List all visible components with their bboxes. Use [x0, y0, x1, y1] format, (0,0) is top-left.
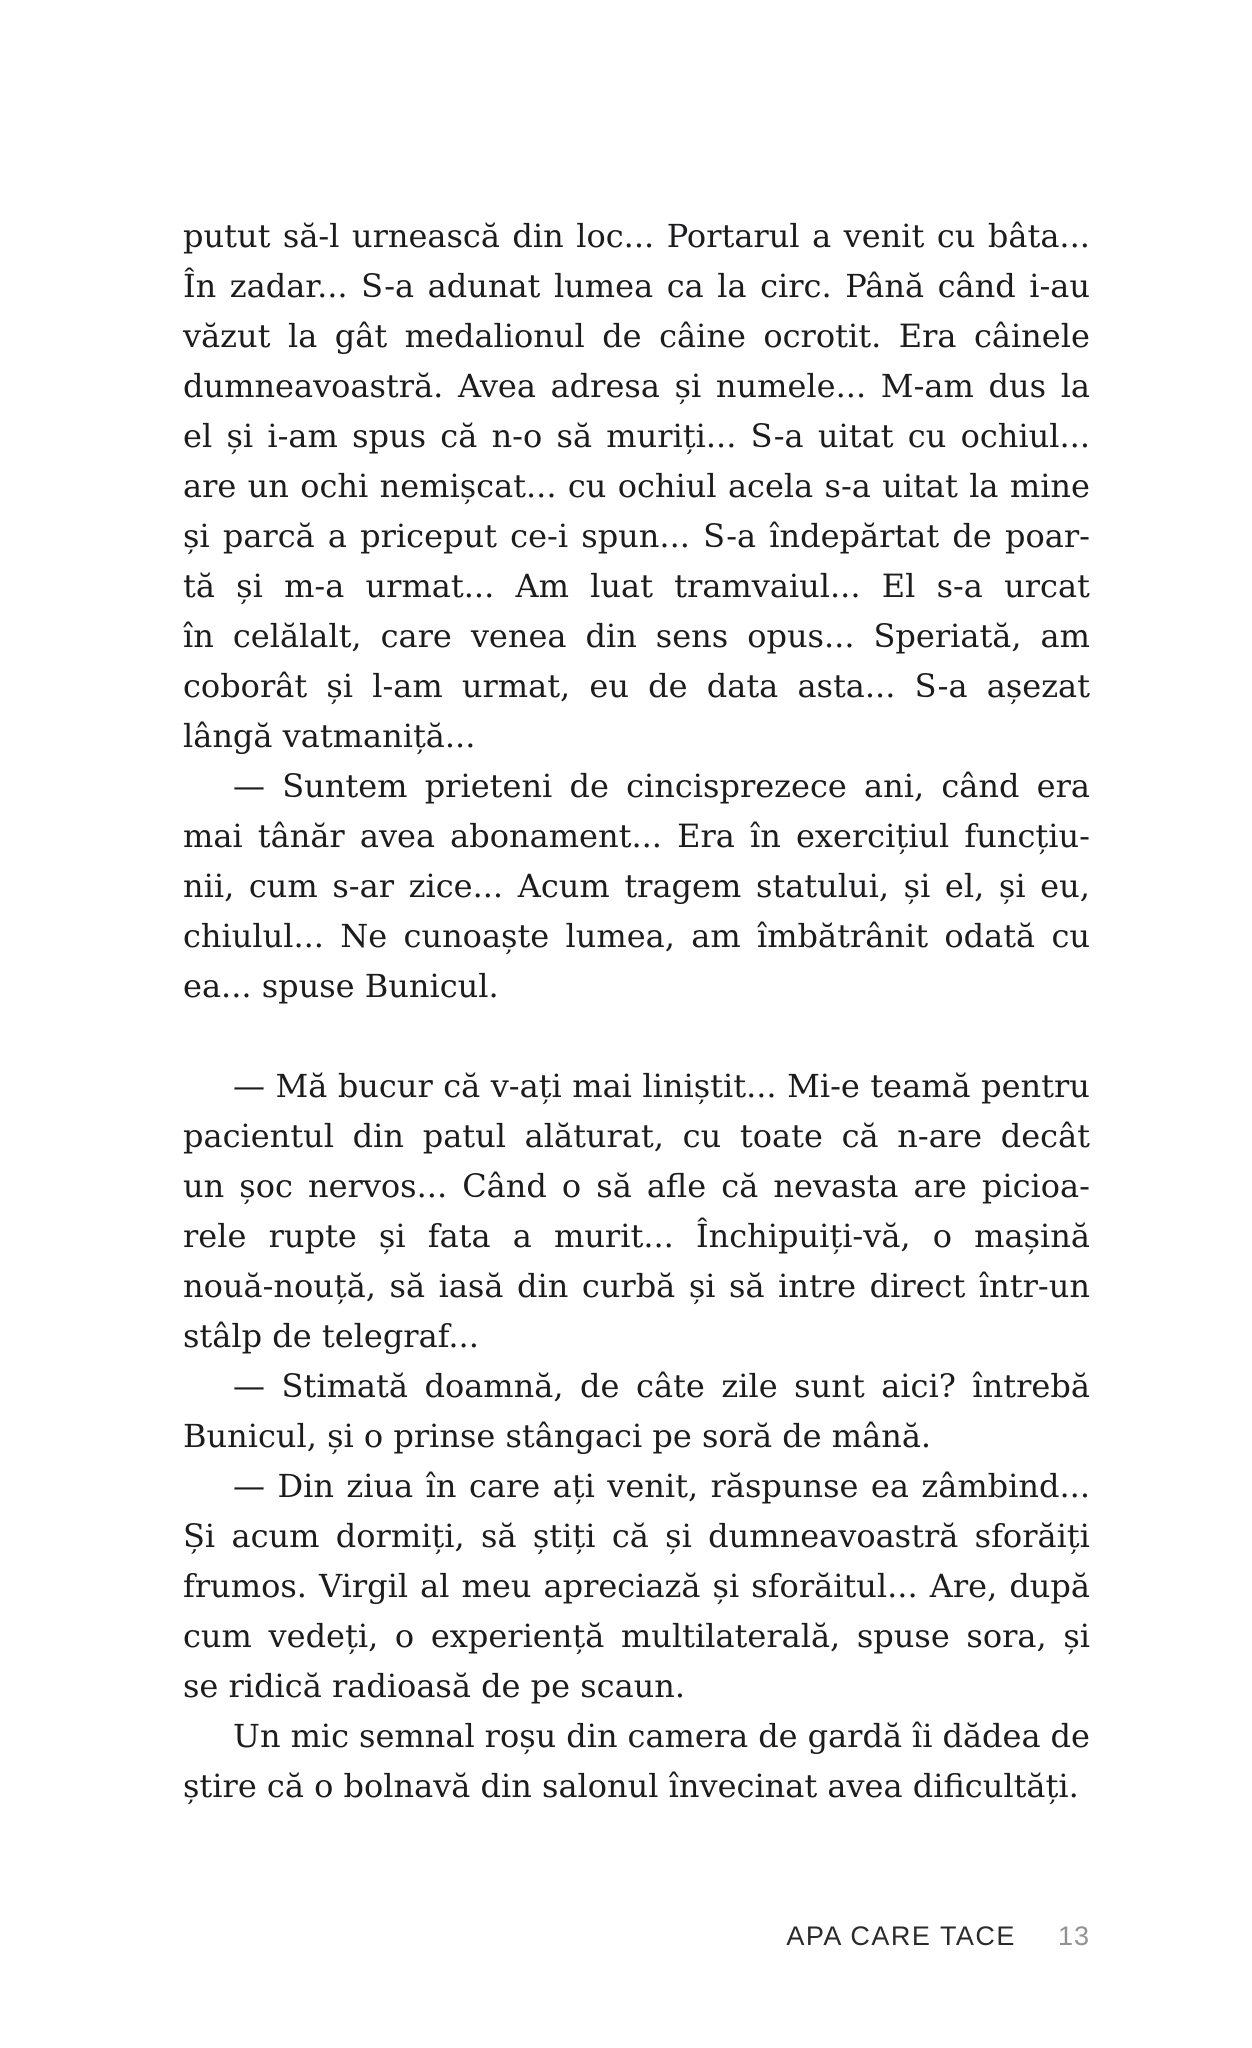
text-line: un șoc nervos... Când o să afle că nevasta are picioa-	[183, 1167, 1090, 1205]
text-line: În zadar... S-a adunat lumea ca la circ. Până când i-au	[183, 267, 1090, 305]
text-line: Bunicul, și o prinse stângaci pe soră de mână.	[183, 1417, 932, 1455]
text-line: Și acum dormiți, să știți că și dumneavoastră sforăiți	[183, 1517, 1090, 1555]
section-break	[183, 1011, 1090, 1061]
text-line: pacientul din patul alăturat, cu toate că n-are decât	[183, 1117, 1090, 1155]
text-line: ea... spuse Bunicul.	[183, 967, 499, 1005]
text-line: Un mic semnal roșu din camera de gardă îi dădea de	[233, 1717, 1090, 1755]
text-line: — Mă bucur că v-ați mai liniștit... Mi-e teamă pentru	[233, 1067, 1090, 1105]
text-line: tă și m-a urmat... Am luat tramvaiul... El s-a urcat	[183, 567, 1090, 605]
text-line: văzut la gât medalionul de câine ocrotit. Era câinele	[183, 317, 1090, 355]
page-number: 13	[1057, 1921, 1090, 1951]
paragraph	[183, 1711, 1090, 1811]
text-line: știre că o bolnavă din salonul învecinat avea dificultăți.	[183, 1767, 1079, 1805]
text-line: rele rupte și fata a murit... Închipuiți-vă, o mașină	[183, 1217, 1090, 1255]
text-line: frumos. Virgil al meu apreciază și sforăitul... Are, după	[183, 1567, 1090, 1605]
text-line: el și i-am spus că n-o să muriți... S-a uitat cu ochiul...	[183, 417, 1090, 455]
text-line: se ridică radioasă de pe scaun.	[183, 1667, 686, 1705]
text-line: coborât și l-am urmat, eu de data asta... S-a așezat	[183, 667, 1090, 705]
page-footer	[183, 1921, 1090, 1951]
text-line: nouă-nouță, să iasă din curbă și să intre direct într-un	[183, 1267, 1090, 1305]
paragraph	[183, 1061, 1090, 1361]
paragraph	[183, 211, 1090, 761]
text-line: nii, cum s-ar zice... Acum tragem statului, și el, și eu,	[183, 867, 1090, 905]
paragraph	[183, 1461, 1090, 1711]
text-line: lângă vatmaniță...	[183, 717, 476, 755]
text-line: stâlp de telegraf...	[183, 1317, 479, 1355]
text-line: — Stimată doamnă, de câte zile sunt aici? întrebă	[233, 1367, 1090, 1405]
text-line: dumneavoastră. Avea adresa și numele... M-am dus la	[183, 367, 1090, 405]
text-line: — Suntem prieteni de cincisprezece ani, când era	[233, 767, 1090, 805]
text-line: putut să-l urnească din loc... Portarul a venit cu bâta...	[183, 217, 1090, 255]
paragraph	[183, 761, 1090, 1011]
text-line: și parcă a priceput ce-i spun... S-a îndepărtat de poar-	[183, 517, 1090, 555]
paragraph	[183, 1361, 1090, 1461]
running-title: APA CARE TACE	[786, 1921, 1016, 1951]
text-line: chiulul... Ne cunoaște lumea, am îmbătrânit odată cu	[183, 917, 1090, 955]
text-line: în celălalt, care venea din sens opus... Speriată, am	[183, 617, 1090, 655]
text-line: — Din ziua în care ați venit, răspunse ea zâmbind...	[233, 1467, 1090, 1505]
text-line: mai tânăr avea abonament... Era în exercițiul funcțiu-	[183, 817, 1090, 855]
page-text	[183, 211, 1090, 1811]
text-line: cum vedeți, o experiență multilaterală, spuse sora, și	[183, 1617, 1090, 1655]
text-line: are un ochi nemișcat... cu ochiul acela s-a uitat la mine	[183, 467, 1090, 505]
